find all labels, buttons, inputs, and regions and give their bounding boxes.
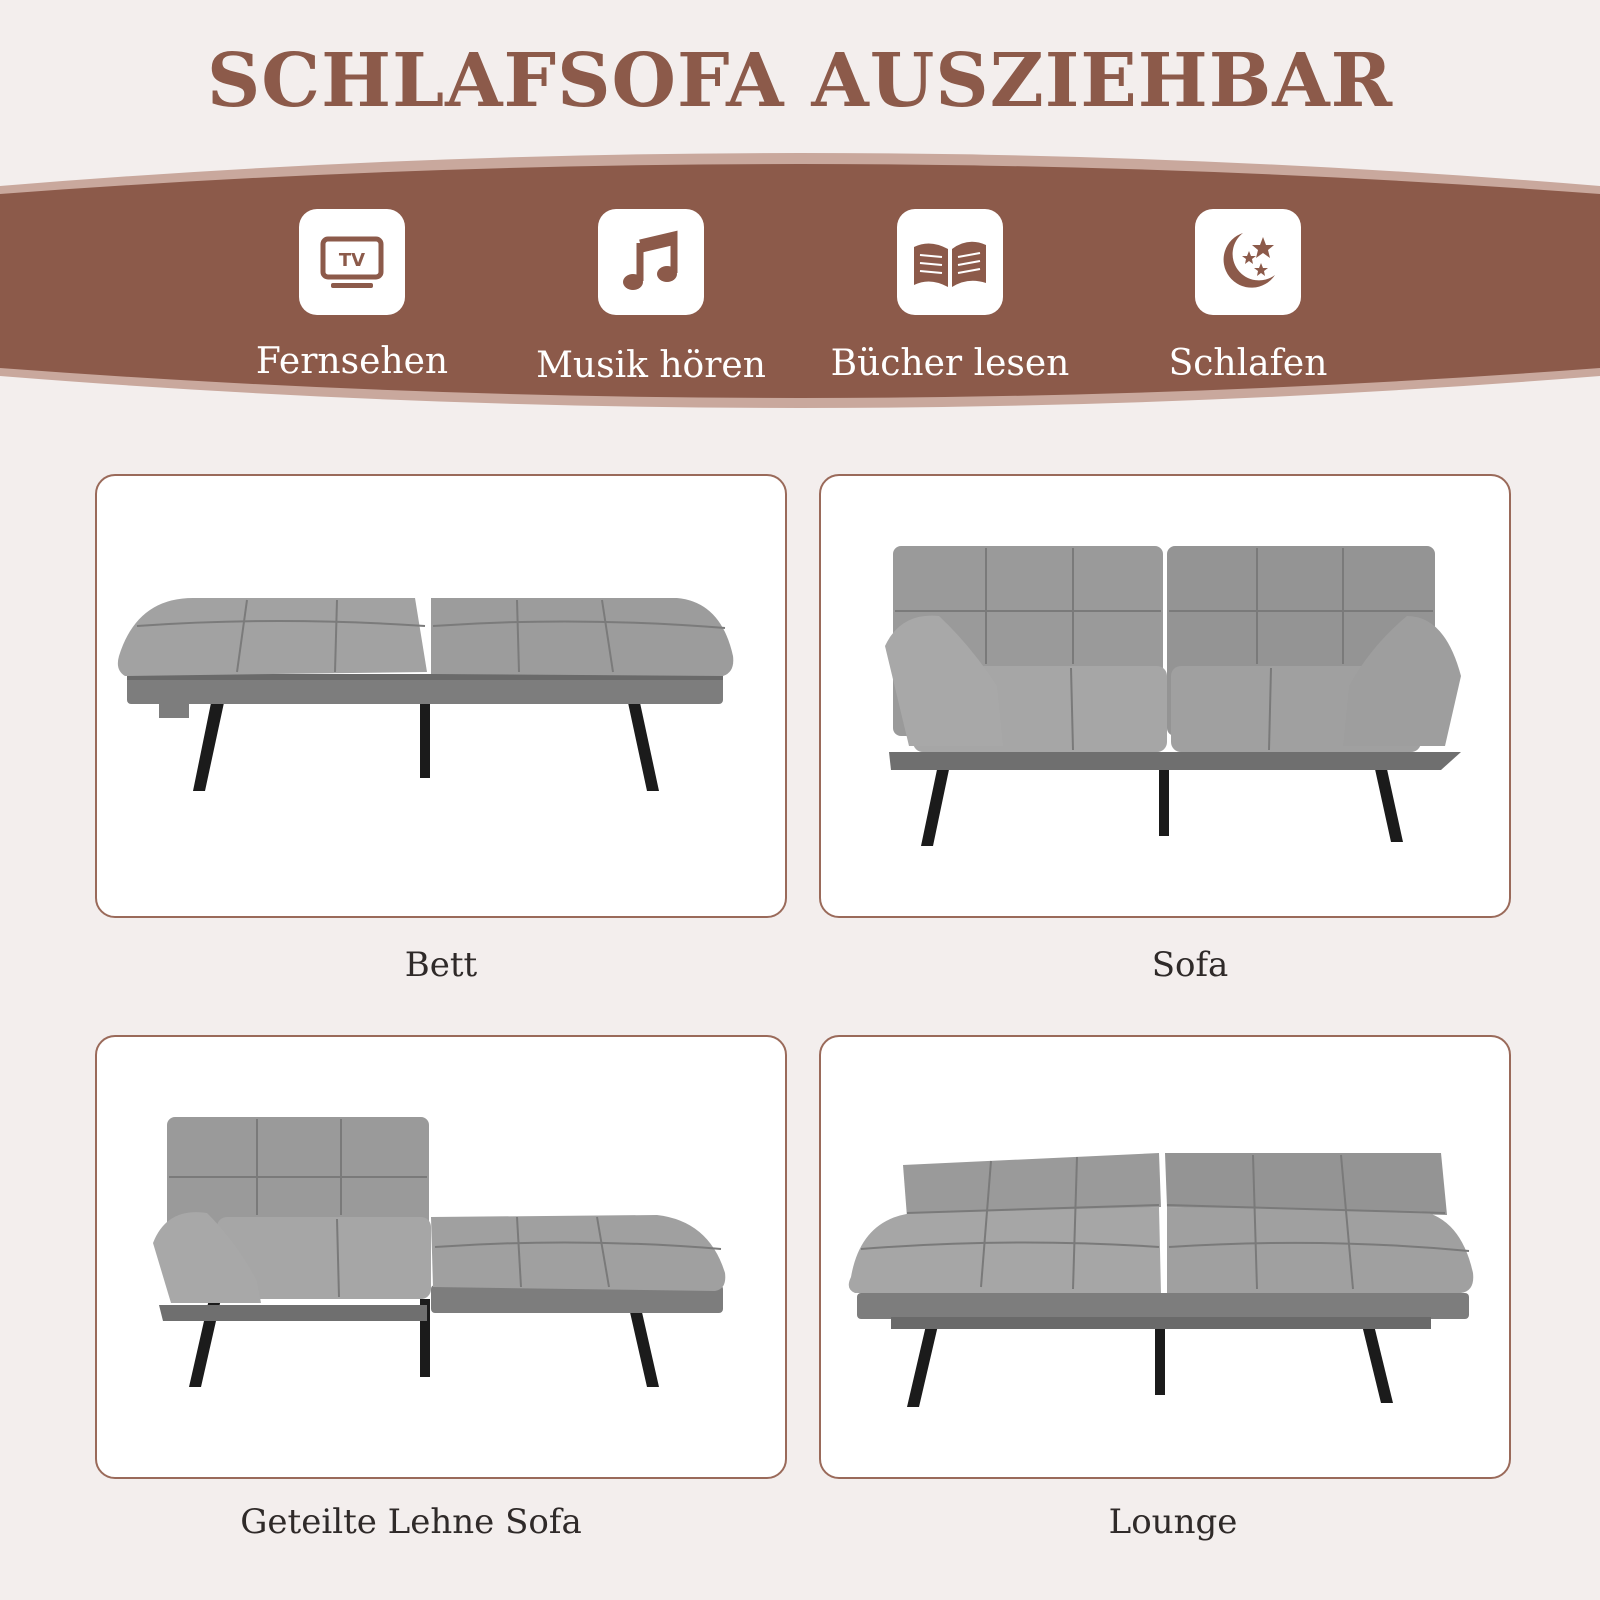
split-back-sofa-image [97, 1037, 787, 1479]
lounge-sofa-image [821, 1037, 1511, 1479]
feature-fernsehen [222, 209, 482, 382]
feature-label: Musik hören [536, 345, 766, 386]
mode-caption-geteilte-lehne: Geteilte Lehne Sofa [240, 1502, 582, 1542]
tv-icon [299, 209, 405, 315]
mode-caption-lounge: Lounge [1108, 1502, 1238, 1542]
feature-musik [521, 209, 781, 386]
feature-label: Schlafen [1168, 343, 1328, 384]
mode-panel-bett [95, 474, 787, 918]
sofa-bed-image [97, 476, 787, 918]
moon-stars-icon [1195, 209, 1301, 315]
mode-caption-sofa: Sofa [1151, 945, 1229, 985]
feature-buecher [820, 209, 1080, 384]
svg-text:TV: TV [338, 250, 366, 271]
feature-schlafen [1118, 209, 1378, 384]
open-book-icon [897, 209, 1003, 315]
music-note-icon [598, 209, 704, 315]
feature-label: Bücher lesen [830, 343, 1070, 384]
mode-caption-bett: Bett [404, 945, 478, 985]
mode-panel-geteilte-lehne [95, 1035, 787, 1479]
page-title: SCHLAFSOFA AUSZIEHBAR [206, 38, 1394, 124]
mode-panel-sofa [819, 474, 1511, 918]
mode-panel-lounge [819, 1035, 1511, 1479]
sofa-image [821, 476, 1511, 918]
feature-label: Fernsehen [255, 341, 449, 382]
